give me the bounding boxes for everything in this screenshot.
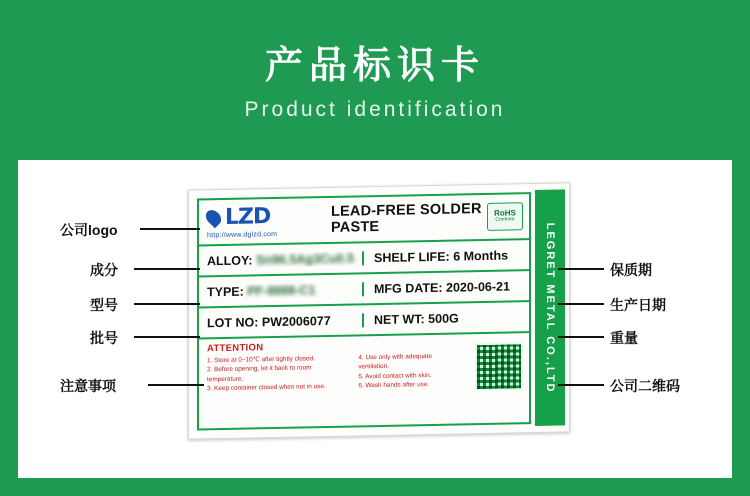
annotation-qr-code: 公司二维码 (610, 378, 680, 394)
field-mfg-date-label: MFG DATE: (374, 280, 443, 296)
leader-line (134, 303, 200, 305)
annotation-shelf-life: 保质期 (610, 262, 652, 278)
attention-item: ventilation. (358, 363, 389, 371)
field-alloy-value: Sn96.5Ag3Cu0.5 (256, 250, 355, 267)
annotation-mfg-date: 生产日期 (610, 297, 666, 313)
annotation-type: 型号 (90, 297, 118, 313)
product-label-card (188, 182, 570, 439)
label-side-banner (535, 189, 565, 426)
attention-item: 2. Before opening, let it back to room (207, 364, 312, 374)
field-mfg-date-value: 2020-06-21 (446, 278, 510, 295)
page-title: 产品标识卡 (264, 45, 485, 87)
rohs-badge (487, 202, 523, 231)
annotation-net-wt: 重量 (610, 330, 638, 346)
field-net-wt (364, 310, 529, 327)
leader-line (558, 268, 604, 270)
label-header-row (199, 194, 529, 246)
field-net-wt-value: 500G (428, 310, 459, 326)
attention-title: ATTENTION (207, 342, 264, 355)
attention-section (199, 333, 529, 401)
water-drop-icon (203, 207, 224, 228)
leader-line (148, 384, 204, 386)
field-shelf-life-label: SHELF LIFE: (374, 249, 450, 265)
annotation-attention: 注意事项 (60, 378, 116, 394)
field-alloy-label: ALLOY: (207, 252, 253, 268)
company-url: http://www.dglzd.com (207, 230, 278, 240)
qr-code-icon (475, 342, 523, 391)
rohs-sub-label: Conform (495, 216, 515, 224)
field-mfg-date (364, 279, 529, 296)
company-name-vertical: LEGRET METAL CO.,LTD (544, 222, 556, 394)
attention-list-left (207, 354, 352, 394)
annotation-company-logo: 公司logo (60, 222, 118, 238)
brand-text: LZD (225, 204, 271, 230)
company-logo (199, 203, 331, 240)
field-net-wt-label: NET WT: (374, 311, 425, 327)
field-alloy (199, 251, 364, 268)
attention-item: 6. Wash hands after use. (358, 380, 430, 390)
leader-line (140, 228, 200, 230)
product-name: LEAD-FREE SOLDER PASTE (331, 201, 482, 236)
annotation-lot-no: 批号 (90, 330, 118, 346)
leader-line (558, 303, 604, 305)
header (0, 0, 750, 122)
attention-item: 4. Use only with adequate (358, 352, 432, 362)
field-lot-no-value: PW2006077 (261, 313, 331, 329)
diagram-stage (18, 160, 732, 478)
attention-item: 1. Store at 0~10℃ after tightly closed. (207, 355, 315, 365)
leader-line (558, 384, 604, 386)
field-lot-no-label: LOT NO: (207, 314, 259, 330)
page-subtitle: Product identification (244, 97, 506, 121)
field-shelf-life (364, 248, 529, 265)
annotation-alloy: 成分 (90, 262, 118, 278)
field-type-value: PF-8888-C1 (247, 282, 316, 299)
field-type (199, 282, 364, 299)
leader-line (558, 336, 604, 338)
field-shelf-life-value: 6 Months (453, 248, 509, 264)
rohs-label: RoHS (494, 208, 516, 219)
leader-line (134, 336, 200, 338)
attention-item: 3. Keep container closed when not in use. (207, 382, 326, 393)
attention-item: 5. Avoid contact with skin. (358, 371, 432, 380)
field-type-label: TYPE: (207, 284, 244, 299)
leader-line (134, 268, 200, 270)
label-content (197, 192, 531, 430)
attention-item: temperature. (207, 375, 244, 383)
field-lot-no (199, 313, 364, 330)
